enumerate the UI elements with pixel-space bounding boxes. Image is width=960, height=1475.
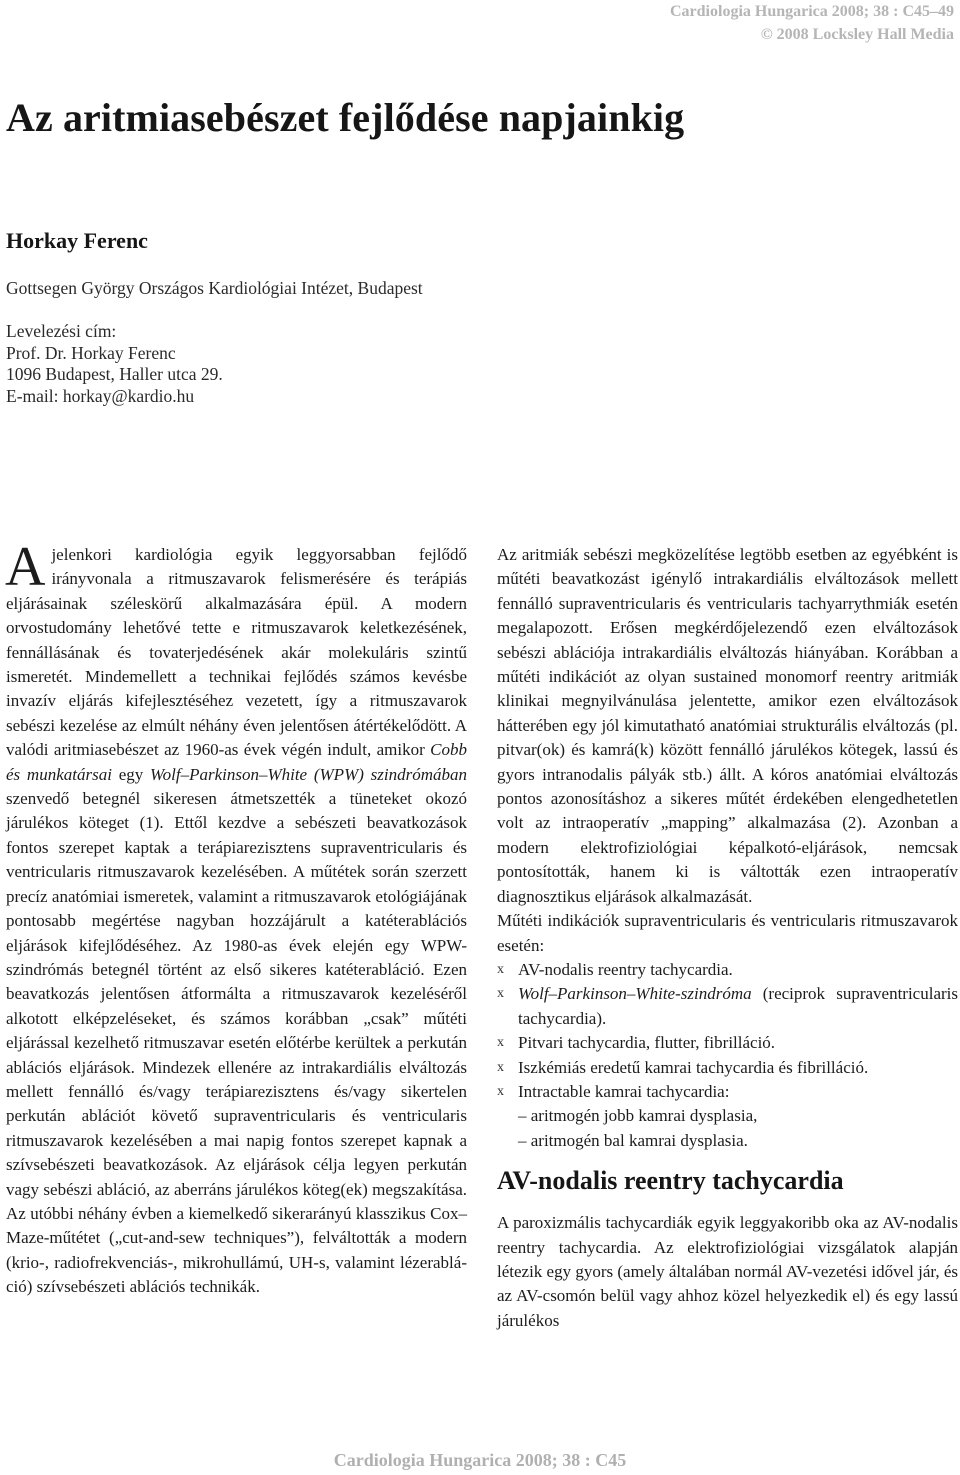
indications-list	[497, 958, 958, 1104]
indications-intro: Műtéti indikációk supraventricularis és ventricularis ritmuszavarok esetén:	[497, 911, 958, 955]
intro-paragraph	[5, 536, 468, 1300]
list-item: x Pitvari tachycardia, flutter, fibrilláció.	[497, 1031, 958, 1055]
dysplasia-sublist	[497, 1104, 958, 1153]
bullet-marker: x	[497, 1059, 504, 1075]
intro-text-a: jelenkori kardiológia egyik leggyorsabban fejlődő irányvonala a ritmuszavarok felismerésére és terápiás eljárásainak széleskörű alkalmazására épül. A modern orvostudomány lehetővé tette e ritmuszavarok keletkezésének, fennállásának és tovaterjedésének akár molekuláris szintű ismeretét. Mindemellett a technikai fejlődés számos kevésbe invazív eljárás kifejlesztéséhez vezetett, így a ritmuszavarok sebészi kezelése az elmúlt néhány éven jelentősen átértékelődött. A valódi aritmiasebészet az 1960-as évek végén indult, amikor	[6, 545, 467, 760]
section-heading: AV-nodalis reentry tachycardia	[497, 1166, 844, 1196]
bullet-marker: x	[497, 961, 504, 977]
intro-text-c: szenvedő betegnél sikeresen átmetszették a tüneteket okozó járulékos köteget (1). Ettől kezdve a sebészeti beavatkozások fontos szerepet kaptak a terápiarezisztens supraventricularis és ventricularis ritmuszavarok kezelésében. A műtétek során szerzett precíz anatómiai ismeretek, valamint a ritmuszavarok etológiájának pontosabb megértése nagyban hozzájárult a katéterablációs eljárások kifejlődéséhez. Az 1980-as évek elején egy WPW-szindrómás betegnél történt az első sikeres katéterabláció. Ezen beavatkozás jelentősen átformálta a ritmuszavarok kezeléséről alkotott elképzeléseket, és számos korábban „csak” műtéti eljárással kezelhető ritmuszavar esetén előtérbe kerültek a perkután ablációs eljárások. Mindezek ellenére az intrakardiális elváltozás mellett fennálló és/vagy terápiarezisztens és/vagy sikertelen perkután ablációt követő supraventricularis és ventricularis ritmuszavarok kezelésében a mai napig fontos szerepet kapnak a szívsebészeti beavatkozások. Az eljárások célja legyen perkután vagy sebészi abláció, az aberráns járulékos köteg(ek) megszakítása. Az utóbbi néhány évben a kiemelkedő sikerarányú klasszikus Cox–Maze-műtétet („cut-and-sew techniques”), felváltották a modern (krio-, radiofrekvenciás-, mikrohullámú, UH-s, valamint lézerablá-ció) szívsebészeti ablációs technikák.	[6, 789, 467, 1297]
affiliation: Gottsegen György Országos Kardiológiai Intézet, Budapest	[6, 278, 423, 298]
list-item: – aritmogén jobb kamrai dysplasia,	[518, 1106, 758, 1126]
list-item: x Iszkémiás eredetű kamrai tachycardia és fibrilláció.	[497, 1056, 958, 1080]
article-title: Az aritmiasebészet fejlődése napjainkig	[6, 95, 685, 140]
right-column	[497, 543, 958, 1333]
intro-text-b: egy	[111, 764, 151, 784]
journal-citation: Cardiologia Hungarica 2008; 38 : C45–49	[670, 3, 954, 20]
drop-cap: A	[5, 536, 46, 598]
left-column	[5, 536, 468, 1300]
list-item: – aritmogén bal kamrai dysplasia.	[518, 1130, 748, 1150]
intro-wpw-term: Wolf–Parkinson–White (WPW) szindrómában	[150, 764, 468, 784]
bullet-marker: x	[497, 986, 504, 1002]
running-header	[670, 0, 954, 46]
copyright-line: © 2008 Locksley Hall Media	[760, 26, 954, 43]
list-item: x Wolf–Parkinson–White-szindróma (reciprok supraventricularis tachycardia).	[497, 984, 958, 1028]
author-name: Horkay Ferenc	[6, 228, 148, 253]
intro-cobb-ref: Cobb és munkatársai	[6, 740, 467, 784]
correspondence-email: E-mail: horkay@kardio.hu	[6, 385, 195, 406]
bullet-marker: x	[497, 1035, 504, 1051]
correspondence-label: Levelezési cím:	[6, 321, 117, 341]
bullet-marker: x	[497, 1083, 504, 1099]
list-item: x AV-nodalis reentry tachycardia.	[497, 958, 958, 982]
correspondence-block	[6, 321, 223, 407]
avnrt-paragraph: A paroxizmális tachycardiák egyik leggyakoribb oka az AV-nodalis reentry tachycardia. Az elektrofiziológiai vizsgálatok alapján létezik egy gyors (amely általában normál AV-vezetési idővel jár, és az AV-csomón belül vagy ahhoz közel helyezkedik el) és egy lassú járulékos	[497, 1213, 959, 1330]
surgery-approach-paragraph: Az aritmiák sebészi megközelítése legtöbb esetben az egyébként is műtéti beavatkozást igénylő intrakardiális elváltozások mellett fennálló supraventricularis és ventricularis tachyarrythmiák esetén megalapozott. Erősen megkérdőjelezendő ezen elváltozások sebészi ablációja intrakardiális elváltozás hiányában. Korábban a műtéti indikációt az olyan sustained monomorf reentry aritmiák klinikai megnyilvánulása jelentette, amikor ezen elváltozások hátterében egy jól kimutatható anatómiai strukturális elváltozás (pl. pitvar(ok) és kamrá(k) között fennálló járulékos kötegek, lassú és gyors intranodalis pályák stb.) állt. A kóros anatómiai elváltozás pontos azonosításhoz a sikeres műtét érdekében elengedhetetlen volt az intraoperatív „mapping” alkalmazása (2). Azonban a modern elektrofiziológiai képalkotó-eljárások, nemcsak pontosították, hanem ki is váltották ezen intraoperatív diagnosztikus eljárások alkalmazását.	[497, 545, 958, 906]
list-item: x Intractable kamrai tachycardia:	[497, 1080, 958, 1104]
correspondence-name: Prof. Dr. Horkay Ferenc	[6, 342, 176, 363]
correspondence-address: 1096 Budapest, Haller utca 29.	[6, 364, 223, 384]
page-footer: Cardiologia Hungarica 2008; 38 : C45	[333, 1450, 627, 1470]
